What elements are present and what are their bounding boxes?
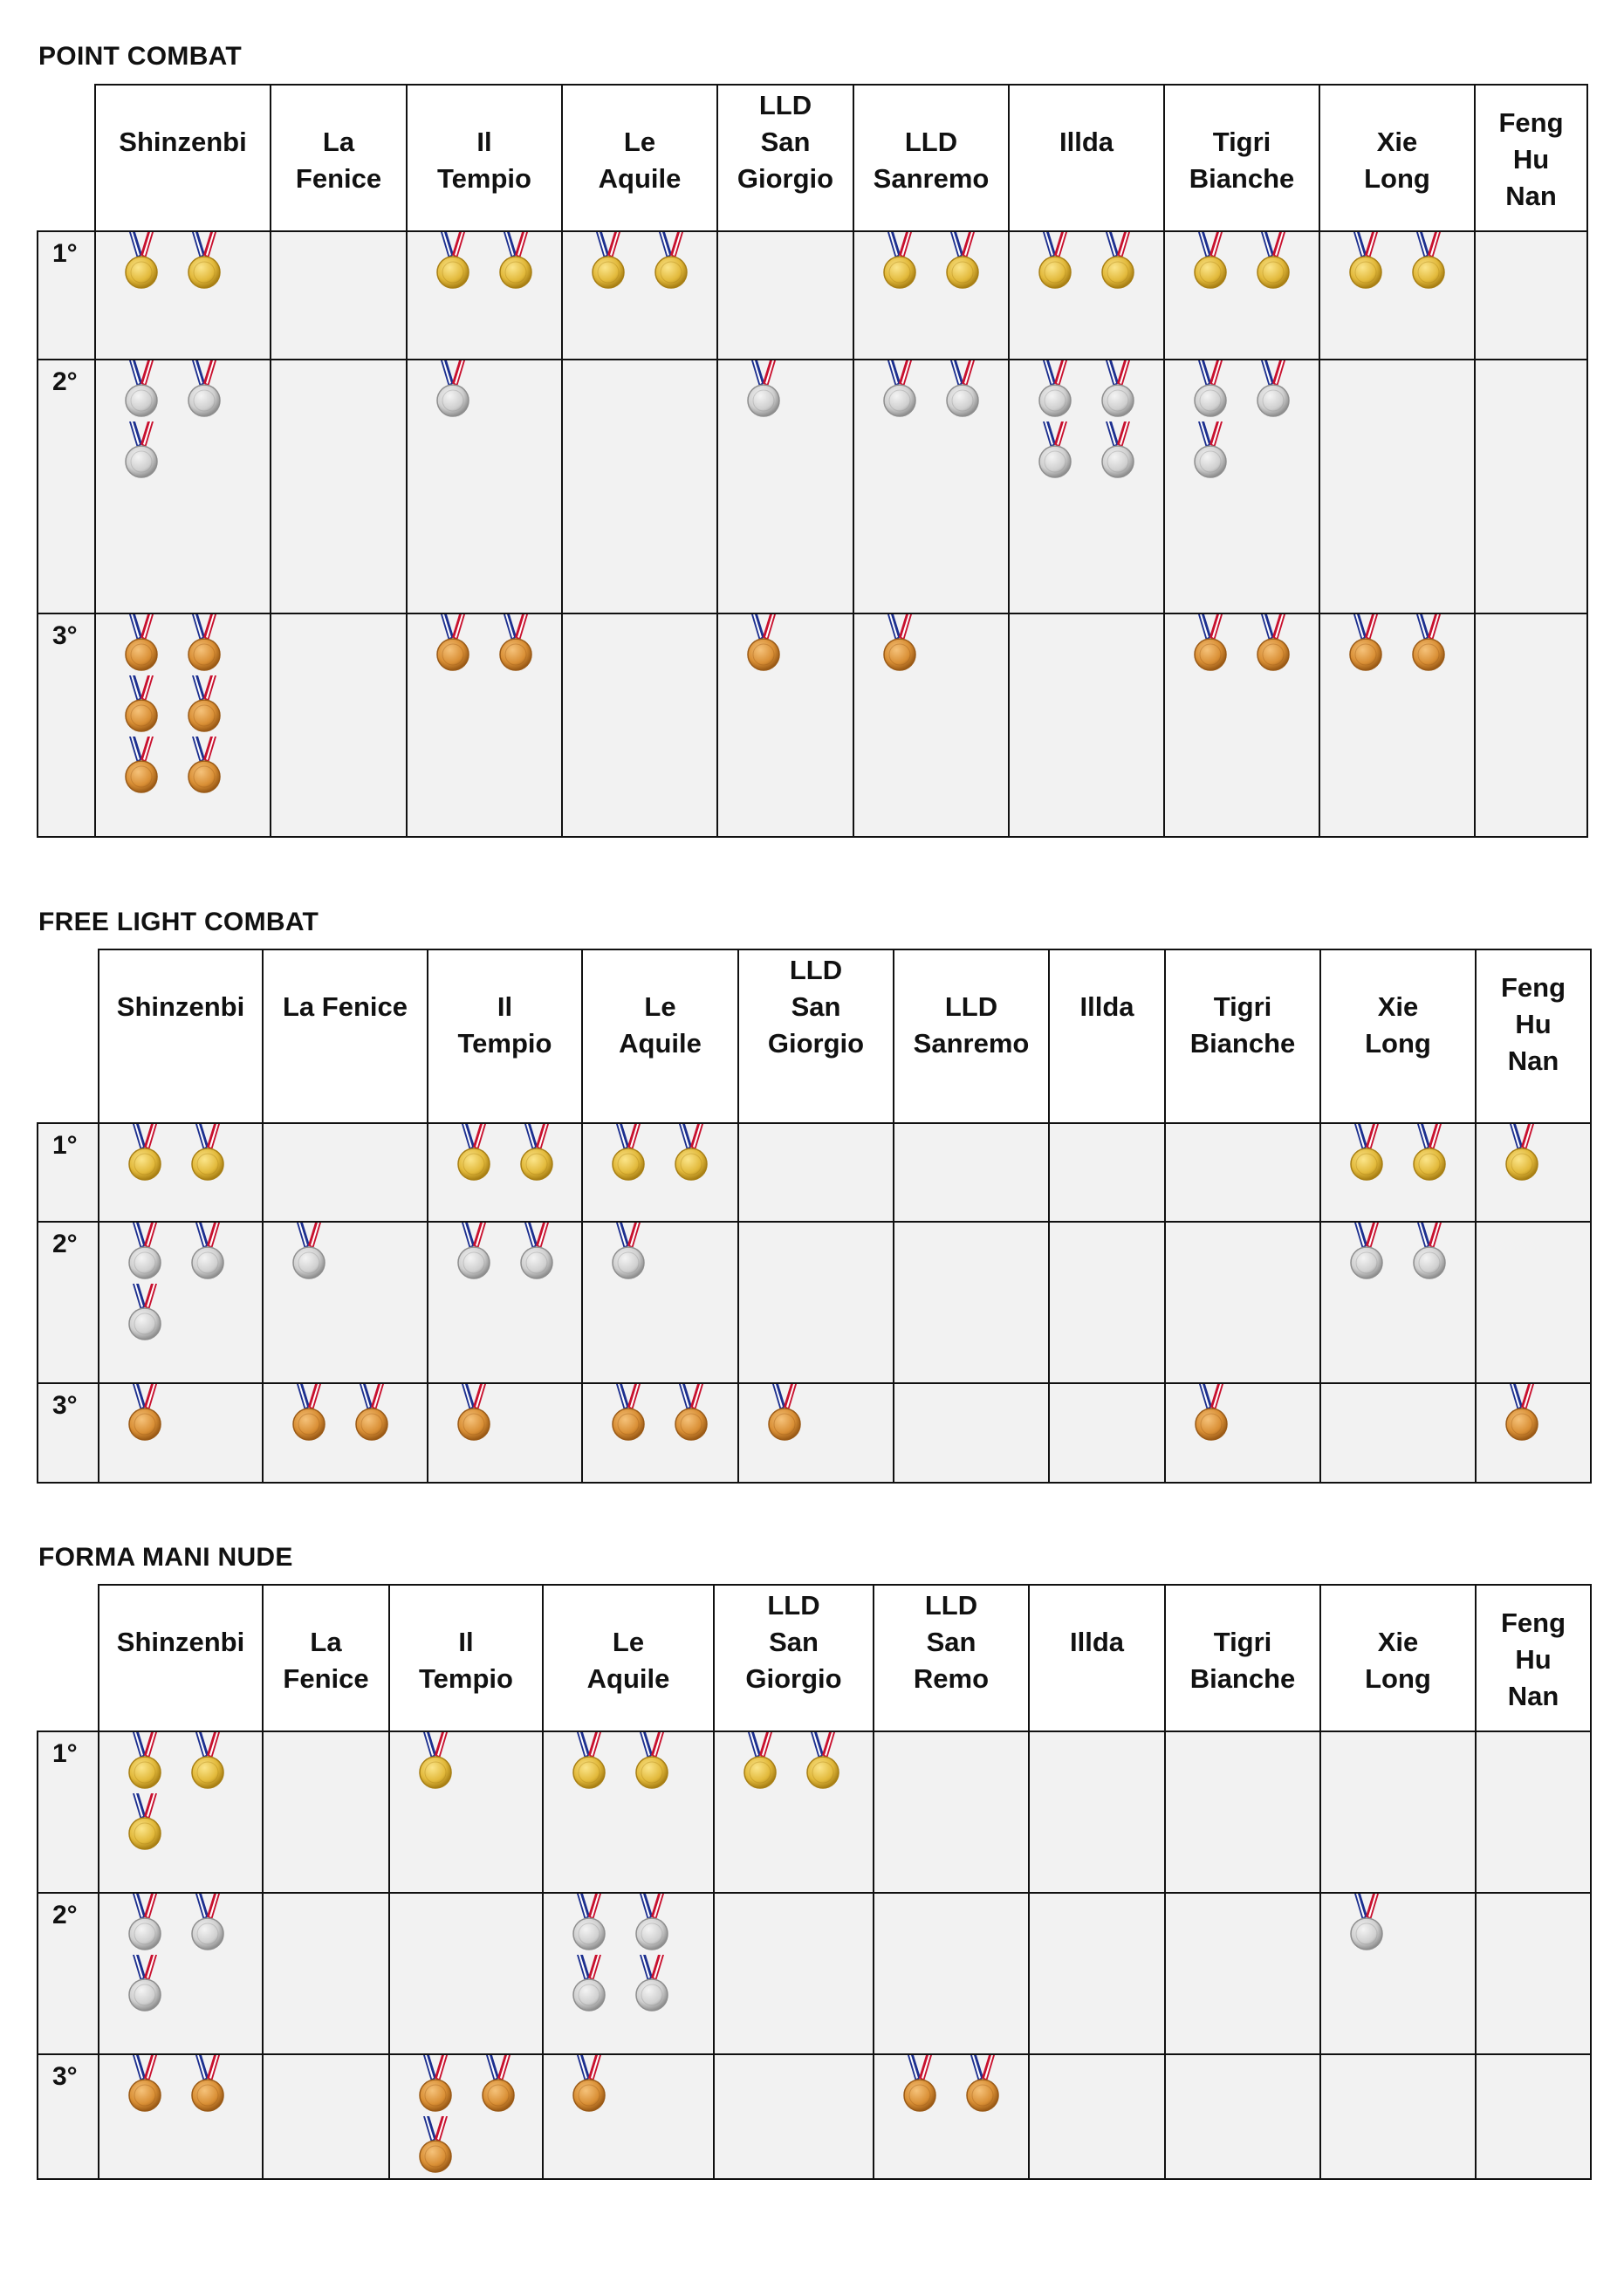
medal-cell [407,360,562,613]
medal-cell [738,1123,894,1222]
medal-cell [271,613,407,837]
silver-medal-icon [124,1223,187,1284]
bronze-medal-icon [670,1384,733,1445]
team-header: LLD San Giorgio [714,1585,874,1731]
gold-medal-icon [124,1732,187,1793]
bronze-medal-icon [288,1384,351,1445]
gold-medal-icon [120,232,183,293]
medal-cell [853,360,1009,613]
team-header: Illda [1029,1585,1165,1731]
silver-medal-icon [453,1223,516,1284]
medal-cell [1029,1731,1165,1893]
team-header: Xie Long [1320,949,1476,1123]
bronze-medal-icon [183,737,246,798]
medal-cell [1029,2054,1165,2179]
medal-cell [543,1731,714,1893]
medal-cell [874,1893,1029,2054]
bronze-medal-icon [415,2116,477,2177]
bronze-medal-icon [1189,614,1252,675]
gold-medal-icon [631,1732,694,1793]
gold-medal-icon [1408,232,1470,293]
team-header: La Fenice [271,85,407,231]
silver-medal-icon [183,360,246,422]
bronze-medal-icon [1252,614,1315,675]
team-header: Il Tempio [407,85,562,231]
medal-cell [1165,1383,1320,1483]
medal-table [37,949,1592,1484]
medal-cell [389,1731,543,1893]
silver-medal-icon [288,1223,351,1284]
bronze-medal-icon [187,2055,250,2116]
medal-cell [99,2054,263,2179]
medal-cell [1320,1383,1476,1483]
bronze-medal-icon [607,1384,670,1445]
bronze-medal-icon [1345,614,1408,675]
rank-cell: 3° [38,613,95,837]
table-row [38,1731,1591,1893]
medal-cell [582,1383,738,1483]
bronze-medal-icon [415,2055,477,2116]
medal-cell [99,1893,263,2054]
team-header: Tigri Bianche [1165,949,1320,1123]
medal-cell [428,1123,582,1222]
team-header: LLD San Giorgio [738,949,894,1123]
medal-cell [1476,1222,1591,1383]
medal-cell [1165,1893,1320,2054]
gold-medal-icon [587,232,650,293]
team-header: Le Aquile [582,949,738,1123]
medal-cell [407,231,562,360]
silver-medal-icon [568,1894,631,1955]
silver-medal-icon [120,360,183,422]
team-header: Feng Hu Nan [1476,949,1591,1123]
medal-cell [1320,1893,1476,2054]
rank-cell: 3° [38,2054,99,2179]
medal-cell [1164,231,1319,360]
medal-cell [853,613,1009,837]
team-header: Shinzenbi [95,85,271,231]
gold-medal-icon [453,1124,516,1185]
silver-medal-icon [1034,360,1097,422]
team-header: Tigri Bianche [1164,85,1319,231]
silver-medal-icon [187,1894,250,1955]
medal-cell [1475,360,1587,613]
medal-cell [562,613,717,837]
medal-cell [389,2054,543,2179]
gold-medal-icon [432,232,495,293]
gold-medal-icon [1408,1124,1471,1185]
medal-cell [1475,231,1587,360]
medal-cell [428,1222,582,1383]
medal-cell [1049,1383,1165,1483]
team-header: LLD Sanremo [894,949,1049,1123]
bronze-medal-icon [124,2055,187,2116]
medal-cell [1164,360,1319,613]
team-header: LLD San Giorgio [717,85,853,231]
medal-cell [1320,1731,1476,1893]
silver-medal-icon [1346,1223,1408,1284]
gold-medal-icon [607,1124,670,1185]
corner-cell [38,1585,99,1731]
bronze-medal-icon [124,1384,187,1445]
medal-cell [1164,613,1319,837]
silver-medal-icon [124,1955,187,2016]
medal-cell [1165,2054,1320,2179]
medal-cell [717,613,853,837]
silver-medal-icon [607,1223,670,1284]
medal-cell [1476,1731,1591,1893]
silver-medal-icon [1346,1894,1408,1955]
bronze-medal-icon [477,2055,540,2116]
medal-cell [1009,231,1164,360]
medal-cell [874,2054,1029,2179]
medal-cell [853,231,1009,360]
medal-cell [1476,1893,1591,2054]
team-header: Shinzenbi [99,949,263,1123]
table-row [38,1383,1591,1483]
silver-medal-icon [1252,360,1315,422]
medal-cell [263,1893,389,2054]
rank-cell: 1° [38,1731,99,1893]
gold-medal-icon [1345,232,1408,293]
team-header: La Fenice [263,949,428,1123]
bronze-medal-icon [495,614,558,675]
silver-medal-icon [942,360,1004,422]
gold-medal-icon [670,1124,733,1185]
gold-medal-icon [1501,1124,1564,1185]
medal-cell [582,1123,738,1222]
team-header: Feng Hu Nan [1475,85,1587,231]
silver-medal-icon [1034,422,1097,483]
gold-medal-icon [124,1793,187,1854]
medal-cell [1029,1893,1165,2054]
corner-cell [38,85,95,231]
gold-medal-icon [187,1732,250,1793]
section-title: POINT COMBAT [38,42,243,71]
rank-cell: 2° [38,1222,99,1383]
medal-cell [1320,2054,1476,2179]
gold-medal-icon [1252,232,1315,293]
medal-cell [1009,613,1164,837]
medal-cell [874,1731,1029,1893]
medal-cell [1009,360,1164,613]
medal-cell [95,360,271,613]
medal-cell [1476,1123,1591,1222]
medal-cell [1320,1222,1476,1383]
silver-medal-icon [516,1223,579,1284]
team-header: Le Aquile [562,85,717,231]
gold-medal-icon [187,1124,250,1185]
table-row [38,1222,1591,1383]
medal-cell [271,360,407,613]
bronze-medal-icon [351,1384,414,1445]
rank-cell: 2° [38,360,95,613]
medal-cell [562,360,717,613]
rank-cell: 1° [38,1123,99,1222]
bronze-medal-icon [764,1384,826,1445]
medal-cell [1475,613,1587,837]
bronze-medal-icon [183,614,246,675]
medal-cell [543,2054,714,2179]
table-row [38,2054,1591,2179]
medal-cell [543,1893,714,2054]
section-title: FREE LIGHT COMBAT [38,908,319,936]
bronze-medal-icon [568,2055,631,2116]
medal-cell [714,2054,874,2179]
team-header: Illda [1009,85,1164,231]
silver-medal-icon [879,360,942,422]
medal-cell [1165,1123,1320,1222]
bronze-medal-icon [1190,1384,1253,1445]
team-header: LLD Sanremo [853,85,1009,231]
team-header: Xie Long [1319,85,1475,231]
medal-cell [582,1222,738,1383]
table-row [38,360,1587,613]
gold-medal-icon [1346,1124,1408,1185]
table-row [38,231,1587,360]
team-header: Il Tempio [428,949,582,1123]
silver-medal-icon [631,1894,694,1955]
rank-cell: 2° [38,1893,99,2054]
medal-cell [428,1383,582,1483]
silver-medal-icon [187,1223,250,1284]
table-row [38,1123,1591,1222]
medal-cell [562,231,717,360]
gold-medal-icon [1189,232,1252,293]
medal-cell [99,1383,263,1483]
bronze-medal-icon [120,675,183,737]
medal-cell [99,1123,263,1222]
gold-medal-icon [1097,232,1160,293]
medal-cell [95,231,271,360]
gold-medal-icon [879,232,942,293]
medal-cell [894,1383,1049,1483]
silver-medal-icon [1408,1223,1471,1284]
bronze-medal-icon [183,675,246,737]
team-header: Shinzenbi [99,1585,263,1731]
gold-medal-icon [739,1732,802,1793]
medal-cell [407,613,562,837]
medal-cell [263,1123,428,1222]
silver-medal-icon [124,1284,187,1345]
medal-cell [389,1893,543,2054]
gold-medal-icon [568,1732,631,1793]
medal-table [37,1584,1592,2180]
medal-cell [738,1383,894,1483]
gold-medal-icon [415,1732,477,1793]
gold-medal-icon [942,232,1004,293]
silver-medal-icon [568,1955,631,2016]
medal-cell [1165,1222,1320,1383]
medal-cell [1476,1383,1591,1483]
team-header: Feng Hu Nan [1476,1585,1591,1731]
silver-medal-icon [1189,422,1252,483]
medal-cell [717,231,853,360]
medal-cell [99,1731,263,1893]
bronze-medal-icon [743,614,805,675]
medal-table [37,84,1588,838]
medal-cell [738,1222,894,1383]
rank-cell: 3° [38,1383,99,1483]
team-header: Tigri Bianche [1165,1585,1320,1731]
medal-cell [1476,2054,1591,2179]
medal-cell [894,1123,1049,1222]
medal-cell [717,360,853,613]
medal-cell [1049,1123,1165,1222]
corner-cell [38,949,99,1123]
medal-cell [1320,1123,1476,1222]
gold-medal-icon [650,232,713,293]
gold-medal-icon [124,1124,187,1185]
table-row [38,613,1587,837]
team-header: La Fenice [263,1585,389,1731]
bronze-medal-icon [899,2055,962,2116]
bronze-medal-icon [453,1384,516,1445]
silver-medal-icon [120,422,183,483]
silver-medal-icon [743,360,805,422]
medal-cell [1319,360,1475,613]
gold-medal-icon [495,232,558,293]
section-title: FORMA MANI NUDE [38,1543,293,1572]
gold-medal-icon [1034,232,1097,293]
gold-medal-icon [183,232,246,293]
team-header: Xie Long [1320,1585,1476,1731]
bronze-medal-icon [962,2055,1024,2116]
medal-cell [714,1893,874,2054]
gold-medal-icon [516,1124,579,1185]
medal-cell [271,231,407,360]
table-row [38,1893,1591,2054]
medal-cell [263,2054,389,2179]
team-header: Il Tempio [389,1585,543,1731]
bronze-medal-icon [1501,1384,1564,1445]
medal-cell [263,1731,389,1893]
gold-medal-icon [802,1732,865,1793]
silver-medal-icon [1189,360,1252,422]
rank-cell: 1° [38,231,95,360]
medal-cell [263,1383,428,1483]
medal-cell [1165,1731,1320,1893]
silver-medal-icon [432,360,495,422]
team-header: LLD San Remo [874,1585,1029,1731]
medal-cell [894,1222,1049,1383]
silver-medal-icon [1097,360,1160,422]
silver-medal-icon [1097,422,1160,483]
team-header: Illda [1049,949,1165,1123]
medal-cell [263,1222,428,1383]
medal-cell [95,613,271,837]
bronze-medal-icon [1408,614,1470,675]
bronze-medal-icon [432,614,495,675]
medal-cell [714,1731,874,1893]
silver-medal-icon [124,1894,187,1955]
medal-cell [1319,613,1475,837]
medal-cell [1049,1222,1165,1383]
silver-medal-icon [631,1955,694,2016]
team-header: Le Aquile [543,1585,714,1731]
medal-cell [1319,231,1475,360]
bronze-medal-icon [879,614,942,675]
medal-cell [99,1222,263,1383]
bronze-medal-icon [120,614,183,675]
bronze-medal-icon [120,737,183,798]
